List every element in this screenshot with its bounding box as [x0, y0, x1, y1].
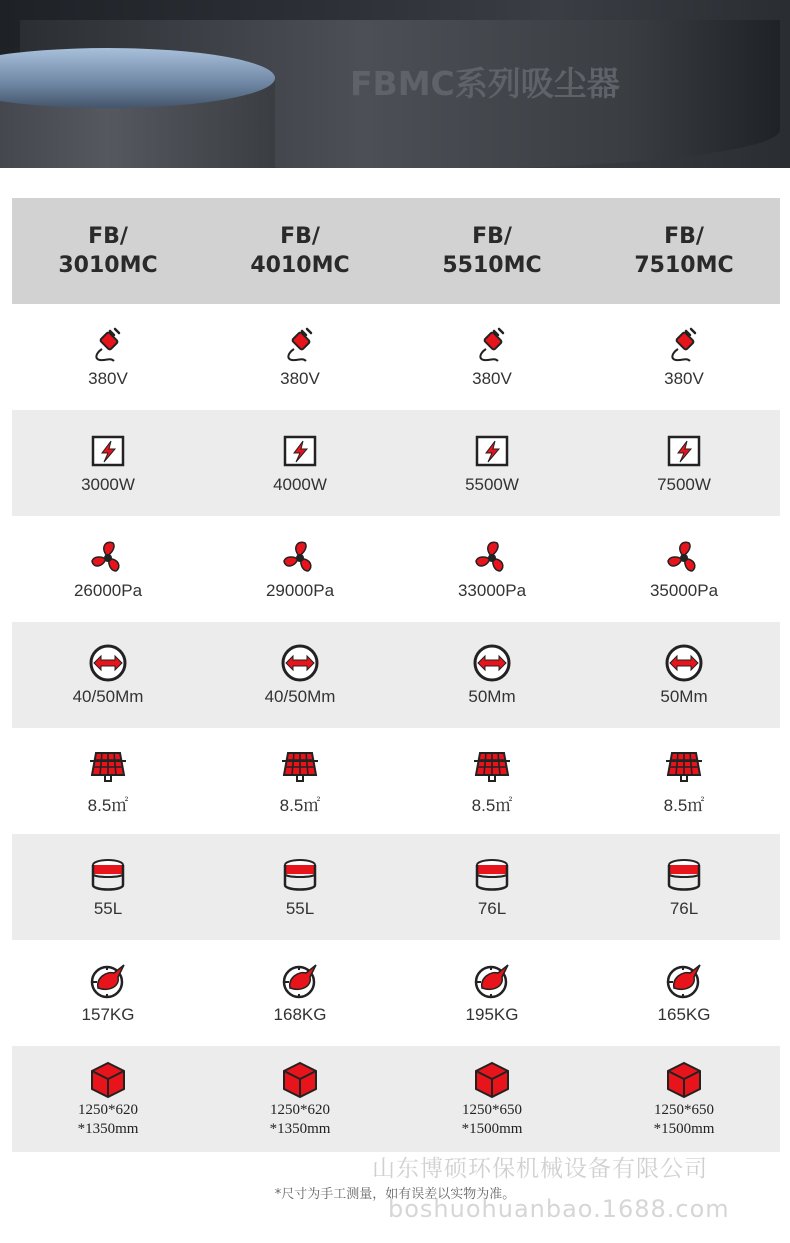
spec-value: 50Mm [660, 687, 708, 706]
dimension-line1: 1250*650 [462, 1102, 522, 1118]
box-icon [664, 1059, 704, 1099]
measurement-note: *尺寸为手工测量，如有误差以实物为准。 [274, 1187, 516, 1202]
model-line1: FB/ [664, 224, 704, 249]
bucket-icon [280, 855, 320, 895]
spec-value: 8.5㎡ [471, 795, 513, 815]
spec-cell [204, 1046, 396, 1152]
spec-cell [12, 1046, 204, 1152]
spec-cell [396, 516, 588, 622]
spec-cell [588, 834, 780, 940]
spec-cell [12, 834, 204, 940]
weight-scale-icon [280, 961, 320, 1001]
spec-cell [588, 622, 780, 728]
model-line2: 3010MC [58, 253, 158, 278]
dimension-value [270, 1101, 331, 1139]
spec-cell [12, 516, 204, 622]
spec-value: 50Mm [468, 687, 516, 706]
power-lightning-icon [664, 431, 704, 471]
power-lightning-icon [280, 431, 320, 471]
spec-value: 8.5㎡ [87, 795, 129, 815]
power-plug-icon [88, 325, 128, 365]
spec-cell [396, 834, 588, 940]
spec-row [12, 728, 780, 834]
spec-rows [12, 304, 780, 1152]
company-watermark: 山东博硕环保机械设备有限公司 [372, 1156, 708, 1182]
dimension-line1: 1250*650 [654, 1102, 714, 1118]
dimension-line2: *1500mm [461, 1121, 523, 1137]
model-header-1 [12, 198, 204, 304]
spec-table [12, 198, 780, 1152]
spec-cell [204, 516, 396, 622]
spec-value: 157KG [81, 1005, 135, 1024]
spec-value: 76L [477, 899, 507, 918]
spec-value: 40/50Mm [264, 687, 336, 706]
banner-title: FBMC系列吸尘器 [350, 64, 620, 103]
spec-value: 380V [88, 369, 128, 388]
diameter-icon [472, 643, 512, 683]
spec-value: 3000W [81, 475, 135, 494]
spec-row [12, 622, 780, 728]
dimension-line2: *1350mm [77, 1121, 139, 1137]
spec-cell [588, 304, 780, 410]
model-line1: FB/ [472, 224, 512, 249]
dimension-value [78, 1101, 139, 1139]
spec-cell [396, 940, 588, 1046]
spec-cell [12, 410, 204, 516]
spec-row [12, 410, 780, 516]
box-icon [280, 1059, 320, 1099]
power-lightning-icon [472, 431, 512, 471]
product-banner [0, 0, 790, 168]
spec-value: 5500W [465, 475, 519, 494]
filter-area-icon [88, 747, 128, 787]
spec-value: 195KG [465, 1005, 519, 1024]
fan-icon [280, 537, 320, 577]
dimension-line2: *1350mm [269, 1121, 331, 1137]
spec-cell [588, 1046, 780, 1152]
spec-cell [396, 1046, 588, 1152]
spec-cell [12, 622, 204, 728]
fan-icon [664, 537, 704, 577]
spec-value: 165KG [657, 1005, 711, 1024]
spec-cell [204, 410, 396, 516]
model-header-3 [396, 198, 588, 304]
spec-cell [588, 940, 780, 1046]
power-plug-icon [472, 325, 512, 365]
spec-value: 40/50Mm [72, 687, 144, 706]
spec-cell [12, 304, 204, 410]
model-line1: FB/ [88, 224, 128, 249]
spec-cell [396, 622, 588, 728]
power-plug-icon [280, 325, 320, 365]
spec-cell [396, 410, 588, 516]
model-header-4 [588, 198, 780, 304]
dimension-line1: 1250*620 [270, 1102, 330, 1118]
spec-value: 4000W [273, 475, 327, 494]
spec-cell [588, 516, 780, 622]
spec-cell [588, 728, 780, 834]
weight-scale-icon [88, 961, 128, 1001]
spec-cell [12, 940, 204, 1046]
spec-cell [588, 410, 780, 516]
weight-scale-icon [472, 961, 512, 1001]
spec-row [12, 940, 780, 1046]
spec-cell [396, 304, 588, 410]
filter-area-icon [472, 747, 512, 787]
spec-row [12, 516, 780, 622]
diameter-icon [88, 643, 128, 683]
bucket-icon [664, 855, 704, 895]
spec-value: 55L [285, 899, 315, 918]
model-header-2 [204, 198, 396, 304]
weight-scale-icon [664, 961, 704, 1001]
spec-value: 76L [669, 899, 699, 918]
spec-value: 8.5㎡ [279, 795, 321, 815]
spec-row [12, 304, 780, 410]
dimension-line1: 1250*620 [78, 1102, 138, 1118]
spec-cell [204, 728, 396, 834]
spec-value: 55L [93, 899, 123, 918]
spec-cell [204, 304, 396, 410]
spec-value: 26000Pa [73, 581, 143, 600]
power-lightning-icon [88, 431, 128, 471]
model-line2: 4010MC [250, 253, 350, 278]
spec-value: 380V [280, 369, 320, 388]
spec-cell [396, 728, 588, 834]
spec-value: 380V [472, 369, 512, 388]
spec-cell [12, 728, 204, 834]
fan-icon [472, 537, 512, 577]
diameter-icon [280, 643, 320, 683]
dimension-value [654, 1101, 715, 1139]
bucket-icon [472, 855, 512, 895]
power-plug-icon [664, 325, 704, 365]
dimension-line2: *1500mm [653, 1121, 715, 1137]
spec-row [12, 1046, 780, 1152]
spec-row [12, 834, 780, 940]
spec-value: 33000Pa [457, 581, 527, 600]
fan-icon [88, 537, 128, 577]
spec-cell [204, 622, 396, 728]
spec-cell [204, 940, 396, 1046]
url-watermark: boshuohuanbao.1688.com [388, 1195, 730, 1223]
spec-value: 29000Pa [265, 581, 335, 600]
model-line1: FB/ [280, 224, 320, 249]
filter-area-icon [664, 747, 704, 787]
dimension-value [462, 1101, 523, 1139]
spec-value: 35000Pa [649, 581, 719, 600]
spec-value: 168KG [273, 1005, 327, 1024]
box-icon [472, 1059, 512, 1099]
box-icon [88, 1059, 128, 1099]
spec-value: 8.5㎡ [663, 795, 705, 815]
bucket-icon [88, 855, 128, 895]
filter-area-icon [280, 747, 320, 787]
model-line2: 5510MC [442, 253, 542, 278]
diameter-icon [664, 643, 704, 683]
spec-value: 380V [664, 369, 704, 388]
spec-value: 7500W [657, 475, 711, 494]
spec-cell [204, 834, 396, 940]
model-line2: 7510MC [634, 253, 734, 278]
spec-table-header [12, 198, 780, 304]
